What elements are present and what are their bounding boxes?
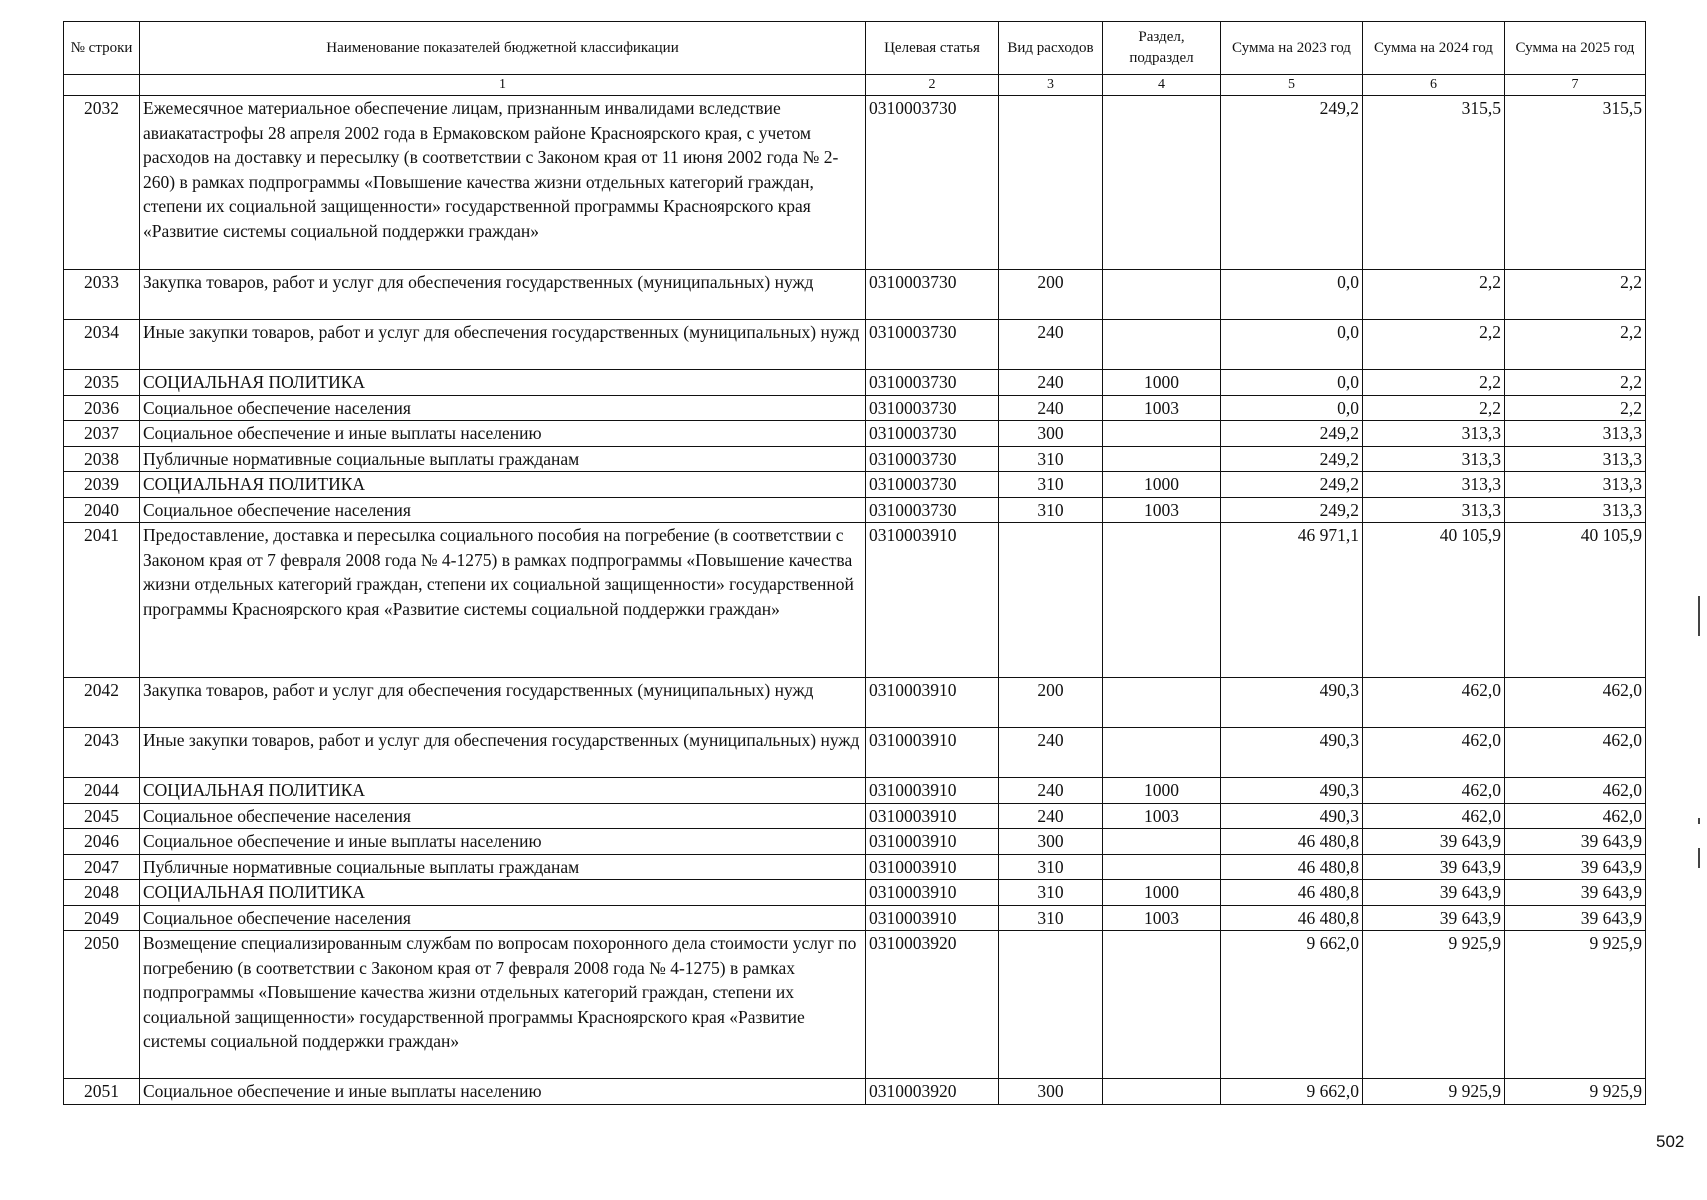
sum-2024: 462,0 xyxy=(1363,678,1505,728)
sum-2025: 2,2 xyxy=(1505,370,1646,396)
row-name: Социальное обеспечение и иные выплаты населению xyxy=(140,1079,866,1105)
sum-2025: 9 925,9 xyxy=(1505,931,1646,1079)
sum-2023: 249,2 xyxy=(1221,446,1363,472)
row-number: 2050 xyxy=(64,931,140,1079)
section-code xyxy=(1103,931,1221,1079)
sum-2023: 0,0 xyxy=(1221,270,1363,320)
row-name: СОЦИАЛЬНАЯ ПОЛИТИКА xyxy=(140,880,866,906)
target-article: 0310003910 xyxy=(866,778,999,804)
row-name: Социальное обеспечение и иные выплаты населению xyxy=(140,421,866,447)
sum-2023: 490,3 xyxy=(1221,728,1363,778)
section-code: 1003 xyxy=(1103,395,1221,421)
column-number: 3 xyxy=(999,75,1103,96)
sum-2023: 0,0 xyxy=(1221,320,1363,370)
sum-2024: 313,3 xyxy=(1363,497,1505,523)
sum-2023: 9 662,0 xyxy=(1221,1079,1363,1105)
header-sum-2024: Сумма на 2024 год xyxy=(1363,22,1505,75)
table-row xyxy=(64,96,1646,270)
section-code xyxy=(1103,678,1221,728)
row-number: 2035 xyxy=(64,370,140,396)
sum-2025: 9 925,9 xyxy=(1505,1079,1646,1105)
sum-2025: 39 643,9 xyxy=(1505,880,1646,906)
sum-2024: 39 643,9 xyxy=(1363,829,1505,855)
sum-2025: 462,0 xyxy=(1505,678,1646,728)
section-code: 1000 xyxy=(1103,778,1221,804)
column-number: 4 xyxy=(1103,75,1221,96)
row-number: 2048 xyxy=(64,880,140,906)
sum-2025: 313,3 xyxy=(1505,497,1646,523)
row-name: Социальное обеспечение населения xyxy=(140,497,866,523)
target-article: 0310003730 xyxy=(866,320,999,370)
target-article: 0310003730 xyxy=(866,497,999,523)
sum-2025: 462,0 xyxy=(1505,778,1646,804)
row-number: 2032 xyxy=(64,96,140,270)
section-code: 1000 xyxy=(1103,472,1221,498)
column-number: 7 xyxy=(1505,75,1646,96)
row-name: Социальное обеспечение населения xyxy=(140,905,866,931)
sum-2023: 46 480,8 xyxy=(1221,905,1363,931)
section-code: 1003 xyxy=(1103,905,1221,931)
table-row xyxy=(64,854,1646,880)
sum-2023: 0,0 xyxy=(1221,370,1363,396)
expense-type: 200 xyxy=(999,270,1103,320)
row-name: Публичные нормативные социальные выплаты гражданам xyxy=(140,854,866,880)
sum-2023: 490,3 xyxy=(1221,678,1363,728)
row-name: СОЦИАЛЬНАЯ ПОЛИТИКА xyxy=(140,778,866,804)
row-name: Иные закупки товаров, работ и услуг для обеспечения государственных (муниципальных) нужд xyxy=(140,728,866,778)
target-article: 0310003910 xyxy=(866,678,999,728)
target-article: 0310003910 xyxy=(866,880,999,906)
row-name: Ежемесячное материальное обеспечение лицам, признанным инвалидами вследствие авиакатастрофы 28 апреля 2002 года в Ермаковском районе Красноярского края, с учетом расходов на доставку и пересылку (в соответствии с Законом края от 11 июня 2002 года № 2-260) в рамках подпрограммы «Повышение качества жизни отдельных категорий граждан, степени их социальной защищенности» государственной программы Красноярского края «Развитие системы социальной поддержки граждан» xyxy=(140,96,866,270)
expense-type: 240 xyxy=(999,728,1103,778)
sum-2025: 313,3 xyxy=(1505,446,1646,472)
sum-2024: 2,2 xyxy=(1363,370,1505,396)
table-row xyxy=(64,931,1646,1079)
section-code: 1000 xyxy=(1103,880,1221,906)
column-number: 6 xyxy=(1363,75,1505,96)
sum-2025: 462,0 xyxy=(1505,728,1646,778)
sum-2024: 315,5 xyxy=(1363,96,1505,270)
expense-type: 240 xyxy=(999,370,1103,396)
sum-2024: 9 925,9 xyxy=(1363,931,1505,1079)
expense-type: 240 xyxy=(999,320,1103,370)
header-sum-2025: Сумма на 2025 год xyxy=(1505,22,1646,75)
row-name: Закупка товаров, работ и услуг для обеспечения государственных (муниципальных) нужд xyxy=(140,270,866,320)
sum-2025: 462,0 xyxy=(1505,803,1646,829)
row-name: СОЦИАЛЬНАЯ ПОЛИТИКА xyxy=(140,370,866,396)
target-article: 0310003730 xyxy=(866,370,999,396)
section-code xyxy=(1103,1079,1221,1105)
row-number: 2049 xyxy=(64,905,140,931)
row-name: Возмещение специализированным службам по вопросам похоронного дела стоимости услуг по погребению (в соответствии с Законом края от 7 февраля 2008 года № 4-1275) в рамках подпрограммы «Повышение качества жизни отдельных категорий граждан, степени их социальной защищенности» государственной программы Красноярского края «Развитие системы социальной поддержки граждан» xyxy=(140,931,866,1079)
row-name: Социальное обеспечение и иные выплаты населению xyxy=(140,829,866,855)
target-article: 0310003730 xyxy=(866,96,999,270)
row-number: 2040 xyxy=(64,497,140,523)
sum-2025: 315,5 xyxy=(1505,96,1646,270)
sum-2024: 462,0 xyxy=(1363,778,1505,804)
table-row xyxy=(64,1079,1646,1105)
sum-2023: 490,3 xyxy=(1221,778,1363,804)
section-code: 1000 xyxy=(1103,370,1221,396)
section-code: 1003 xyxy=(1103,497,1221,523)
expense-type: 310 xyxy=(999,880,1103,906)
sum-2024: 39 643,9 xyxy=(1363,880,1505,906)
sum-2023: 46 480,8 xyxy=(1221,829,1363,855)
sum-2024: 2,2 xyxy=(1363,320,1505,370)
expense-type: 240 xyxy=(999,778,1103,804)
expense-type xyxy=(999,523,1103,678)
table-row xyxy=(64,395,1646,421)
sum-2025: 2,2 xyxy=(1505,320,1646,370)
row-number: 2036 xyxy=(64,395,140,421)
sum-2023: 9 662,0 xyxy=(1221,931,1363,1079)
section-code xyxy=(1103,523,1221,678)
column-number-row xyxy=(64,75,1646,96)
expense-type: 240 xyxy=(999,803,1103,829)
expense-type: 310 xyxy=(999,497,1103,523)
target-article: 0310003730 xyxy=(866,472,999,498)
table-row xyxy=(64,446,1646,472)
section-code: 1003 xyxy=(1103,803,1221,829)
budget-table xyxy=(63,21,1646,1105)
scan-artifact xyxy=(1698,848,1700,868)
sum-2025: 2,2 xyxy=(1505,270,1646,320)
sum-2023: 46 971,1 xyxy=(1221,523,1363,678)
row-number: 2034 xyxy=(64,320,140,370)
row-number: 2042 xyxy=(64,678,140,728)
expense-type: 300 xyxy=(999,1079,1103,1105)
table-row xyxy=(64,472,1646,498)
scan-artifact xyxy=(1698,818,1700,824)
table-row xyxy=(64,905,1646,931)
sum-2023: 249,2 xyxy=(1221,421,1363,447)
sum-2025: 2,2 xyxy=(1505,395,1646,421)
table-row xyxy=(64,370,1646,396)
sum-2024: 40 105,9 xyxy=(1363,523,1505,678)
sum-2025: 39 643,9 xyxy=(1505,829,1646,855)
column-number: 2 xyxy=(866,75,999,96)
header-sum-2023: Сумма на 2023 год xyxy=(1221,22,1363,75)
table-row xyxy=(64,728,1646,778)
section-code xyxy=(1103,829,1221,855)
target-article: 0310003920 xyxy=(866,931,999,1079)
expense-type: 310 xyxy=(999,472,1103,498)
sum-2024: 39 643,9 xyxy=(1363,905,1505,931)
sum-2024: 9 925,9 xyxy=(1363,1079,1505,1105)
sum-2023: 46 480,8 xyxy=(1221,854,1363,880)
target-article: 0310003730 xyxy=(866,395,999,421)
row-number: 2051 xyxy=(64,1079,140,1105)
sum-2024: 462,0 xyxy=(1363,803,1505,829)
target-article: 0310003910 xyxy=(866,728,999,778)
sum-2023: 490,3 xyxy=(1221,803,1363,829)
column-number xyxy=(64,75,140,96)
row-number: 2041 xyxy=(64,523,140,678)
row-number: 2039 xyxy=(64,472,140,498)
sum-2023: 249,2 xyxy=(1221,497,1363,523)
row-name: Закупка товаров, работ и услуг для обеспечения государственных (муниципальных) нужд xyxy=(140,678,866,728)
sum-2024: 462,0 xyxy=(1363,728,1505,778)
page-number: 502 xyxy=(1656,1132,1685,1151)
expense-type xyxy=(999,96,1103,270)
sum-2023: 249,2 xyxy=(1221,472,1363,498)
sum-2023: 0,0 xyxy=(1221,395,1363,421)
header-section: Раздел, подраздел xyxy=(1103,22,1221,75)
target-article: 0310003910 xyxy=(866,905,999,931)
sum-2024: 2,2 xyxy=(1363,395,1505,421)
expense-type: 300 xyxy=(999,829,1103,855)
table-row xyxy=(64,880,1646,906)
sum-2025: 39 643,9 xyxy=(1505,854,1646,880)
column-number: 5 xyxy=(1221,75,1363,96)
target-article: 0310003730 xyxy=(866,421,999,447)
row-name: Предоставление, доставка и пересылка социального пособия на погребение (в соответствии с Законом края от 7 февраля 2008 года № 4-1275) в рамках подпрограммы «Повышение качества жизни отдельных категорий граждан, степени их социальной защищенности» государственной программы Красноярского края «Развитие системы социальной поддержки граждан» xyxy=(140,523,866,678)
sum-2024: 313,3 xyxy=(1363,446,1505,472)
row-number: 2046 xyxy=(64,829,140,855)
row-name: Иные закупки товаров, работ и услуг для обеспечения государственных (муниципальных) нужд xyxy=(140,320,866,370)
section-code xyxy=(1103,728,1221,778)
row-name: Публичные нормативные социальные выплаты гражданам xyxy=(140,446,866,472)
row-number: 2047 xyxy=(64,854,140,880)
section-code xyxy=(1103,270,1221,320)
row-number: 2045 xyxy=(64,803,140,829)
table-row xyxy=(64,678,1646,728)
sum-2023: 46 480,8 xyxy=(1221,880,1363,906)
expense-type: 240 xyxy=(999,395,1103,421)
target-article: 0310003730 xyxy=(866,446,999,472)
expense-type: 310 xyxy=(999,905,1103,931)
sum-2025: 39 643,9 xyxy=(1505,905,1646,931)
expense-type: 310 xyxy=(999,446,1103,472)
row-name: Социальное обеспечение населения xyxy=(140,395,866,421)
table-row xyxy=(64,829,1646,855)
sum-2025: 313,3 xyxy=(1505,421,1646,447)
expense-type: 300 xyxy=(999,421,1103,447)
table-row xyxy=(64,497,1646,523)
row-number: 2044 xyxy=(64,778,140,804)
target-article: 0310003910 xyxy=(866,829,999,855)
row-name: Социальное обеспечение населения xyxy=(140,803,866,829)
section-code xyxy=(1103,320,1221,370)
sum-2025: 40 105,9 xyxy=(1505,523,1646,678)
header-target-article: Целевая статья xyxy=(866,22,999,75)
header-row-number: № строки xyxy=(64,22,140,75)
sum-2024: 39 643,9 xyxy=(1363,854,1505,880)
expense-type: 310 xyxy=(999,854,1103,880)
expense-type xyxy=(999,931,1103,1079)
scan-artifact xyxy=(1698,596,1700,636)
section-code xyxy=(1103,446,1221,472)
table-row xyxy=(64,320,1646,370)
target-article: 0310003910 xyxy=(866,854,999,880)
header-row xyxy=(64,22,1646,75)
sum-2024: 313,3 xyxy=(1363,421,1505,447)
row-number: 2037 xyxy=(64,421,140,447)
section-code xyxy=(1103,96,1221,270)
row-number: 2043 xyxy=(64,728,140,778)
sum-2023: 249,2 xyxy=(1221,96,1363,270)
row-name: СОЦИАЛЬНАЯ ПОЛИТИКА xyxy=(140,472,866,498)
column-number: 1 xyxy=(140,75,866,96)
target-article: 0310003730 xyxy=(866,270,999,320)
table-row xyxy=(64,270,1646,320)
target-article: 0310003910 xyxy=(866,523,999,678)
header-name: Наименование показателей бюджетной классификации xyxy=(140,22,866,75)
expense-type: 200 xyxy=(999,678,1103,728)
table-row xyxy=(64,778,1646,804)
target-article: 0310003910 xyxy=(866,803,999,829)
sum-2024: 313,3 xyxy=(1363,472,1505,498)
section-code xyxy=(1103,854,1221,880)
table-body xyxy=(64,96,1646,1105)
sum-2025: 313,3 xyxy=(1505,472,1646,498)
table-row xyxy=(64,523,1646,678)
table-row xyxy=(64,803,1646,829)
section-code xyxy=(1103,421,1221,447)
row-number: 2038 xyxy=(64,446,140,472)
table-row xyxy=(64,421,1646,447)
header-expense-type: Вид расходов xyxy=(999,22,1103,75)
row-number: 2033 xyxy=(64,270,140,320)
sum-2024: 2,2 xyxy=(1363,270,1505,320)
target-article: 0310003920 xyxy=(866,1079,999,1105)
